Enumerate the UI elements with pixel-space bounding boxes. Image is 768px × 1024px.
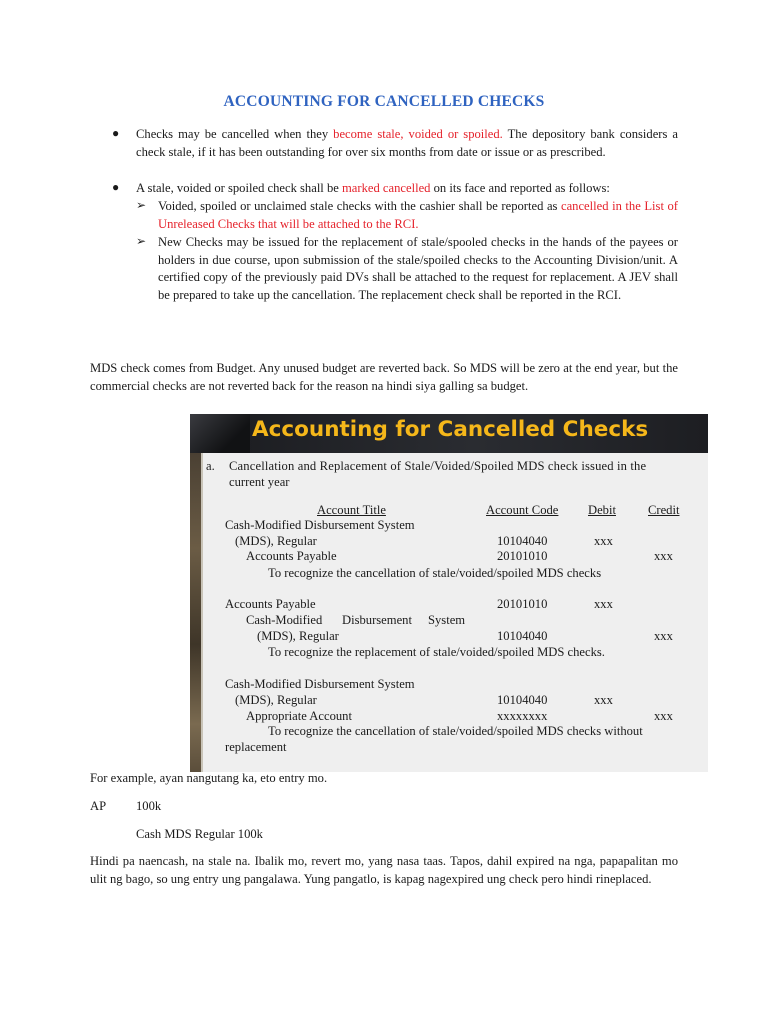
entry3-code2: xxxxxxxx: [497, 709, 548, 723]
slide-corner-decoration: [190, 414, 250, 453]
slide-side-decoration: [190, 453, 201, 772]
entry2-line1: Accounts Payable: [225, 597, 316, 611]
ap-label: AP: [90, 799, 107, 813]
entry2-line2c: System: [428, 613, 466, 627]
ap-amount: 100k: [136, 799, 162, 813]
sub-bullet-new-checks: [136, 234, 678, 324]
entry3-description-line1: To recognize the cancellation of stale/voided/spoiled MDS checks without: [268, 724, 643, 738]
slide-title: Accounting for Cancelled Checks: [252, 417, 649, 442]
entry3-description-line2: replacement: [225, 740, 287, 754]
text-run: The depository bank considers a check stale, if it has been outstanding for over six months from date or issue or as prescribed.: [136, 127, 678, 159]
page-title: ACCOUNTING FOR CANCELLED CHECKS: [223, 93, 545, 110]
cash-line: Cash MDS Regular 100k: [136, 827, 263, 841]
header-account-code: Account Code: [486, 503, 559, 517]
text-run: Voided, spoiled or unclaimed stale checks with the cashier shall be reported as: [158, 199, 561, 213]
item-heading-line2: current year: [229, 475, 290, 489]
entry3-line3: Appropriate Account: [246, 709, 352, 723]
header-account-title: Account Title: [317, 503, 386, 517]
bullet-item-stale: [112, 126, 678, 180]
sub-bullet-text: New Checks may be issued for the replacement of stale/spooled checks in the hands of the payees or holders in due course, upon submission of the stale/spoiled checks to the Accounting Division/unit. A certified copy of the previously paid DVs shall be attached to the request for replacement. A JEV shall be prepared to take up the cancellation. The replacement check shall be reported in the RCI.: [158, 235, 678, 302]
entry3-code1: 10104040: [497, 693, 548, 707]
text-run: Checks may be cancelled when they: [136, 127, 334, 141]
entry1-line2: (MDS), Regular: [235, 534, 317, 548]
entry1-debit: xxx: [594, 534, 613, 548]
arrow-bullet-icon: ➢: [136, 198, 147, 212]
entry2-description: To recognize the replacement of stale/voided/spoiled MDS checks.: [268, 645, 605, 659]
entry1-line1: Cash-Modified Disbursement System: [225, 518, 415, 532]
mds-paragraph: MDS check comes from Budget. Any unused budget are reverted back. So MDS will be zero at the end year, but the commercial checks are not reverted back for the reason na hindi siya galling sa budget.: [90, 361, 678, 393]
item-letter: a.: [206, 459, 215, 473]
arrow-bullet-icon: ➢: [136, 234, 147, 248]
bullet-text: [136, 180, 678, 198]
entry2-line2b: Disbursement: [342, 613, 412, 627]
text-run: on its face and reported as follows:: [430, 181, 610, 195]
bullet-icon: ●: [112, 126, 120, 140]
highlight-text: cancelled in the List of Unreleased Checks that will be attached to the RCI.: [158, 199, 678, 231]
sub-bullet-text: [158, 198, 678, 233]
bullet-icon: ●: [112, 180, 120, 194]
entry1-code2: 20101010: [497, 549, 548, 563]
entry3-debit: xxx: [594, 693, 613, 707]
example-line: For example, ayan nangutang ka, eto entry mo.: [90, 771, 328, 785]
entry3-line1: Cash-Modified Disbursement System: [225, 677, 415, 691]
entry1-code1: 10104040: [497, 534, 548, 548]
entry2-debit: xxx: [594, 597, 613, 611]
entry2-code1: 20101010: [497, 597, 548, 611]
entry2-credit: xxx: [654, 629, 673, 643]
text-run: A stale, voided or spoiled check shall be: [136, 181, 342, 195]
highlight-text: become stale, voided or spoiled.: [333, 127, 503, 141]
entry2-line2a: Cash-Modified: [246, 613, 323, 627]
entry2-line3: (MDS), Regular: [257, 629, 339, 643]
bullet-item-marked: [112, 180, 678, 198]
entry1-description: To recognize the cancellation of stale/voided/spoiled MDS checks: [268, 566, 602, 580]
item-heading-line1: Cancellation and Replacement of Stale/Voided/Spoiled MDS check issued in the: [229, 459, 647, 473]
header-credit: Credit: [648, 503, 680, 517]
header-debit: Debit: [588, 503, 616, 517]
final-paragraph: Hindi pa naencash, na stale na. Ibalik mo, revert mo, yang nasa taas. Tapos, dahil expired na nga, papapalitan mo ulit ng bago, so ung entry ung pangalawa. Yung pangatlo, is kapag nagexpired ung check pero hindi rineplaced.: [90, 854, 678, 886]
entry2-code2: 10104040: [497, 629, 548, 643]
highlight-text: marked cancelled: [342, 181, 431, 195]
slide-side-line: [201, 453, 203, 772]
entry1-credit: xxx: [654, 549, 673, 563]
sub-bullet-voided: [136, 198, 678, 234]
entry3-line2: (MDS), Regular: [235, 693, 317, 707]
entry1-line3: Accounts Payable: [246, 549, 337, 563]
bullet-text: [136, 126, 678, 161]
entry3-credit: xxx: [654, 709, 673, 723]
slide-image: [190, 414, 708, 772]
